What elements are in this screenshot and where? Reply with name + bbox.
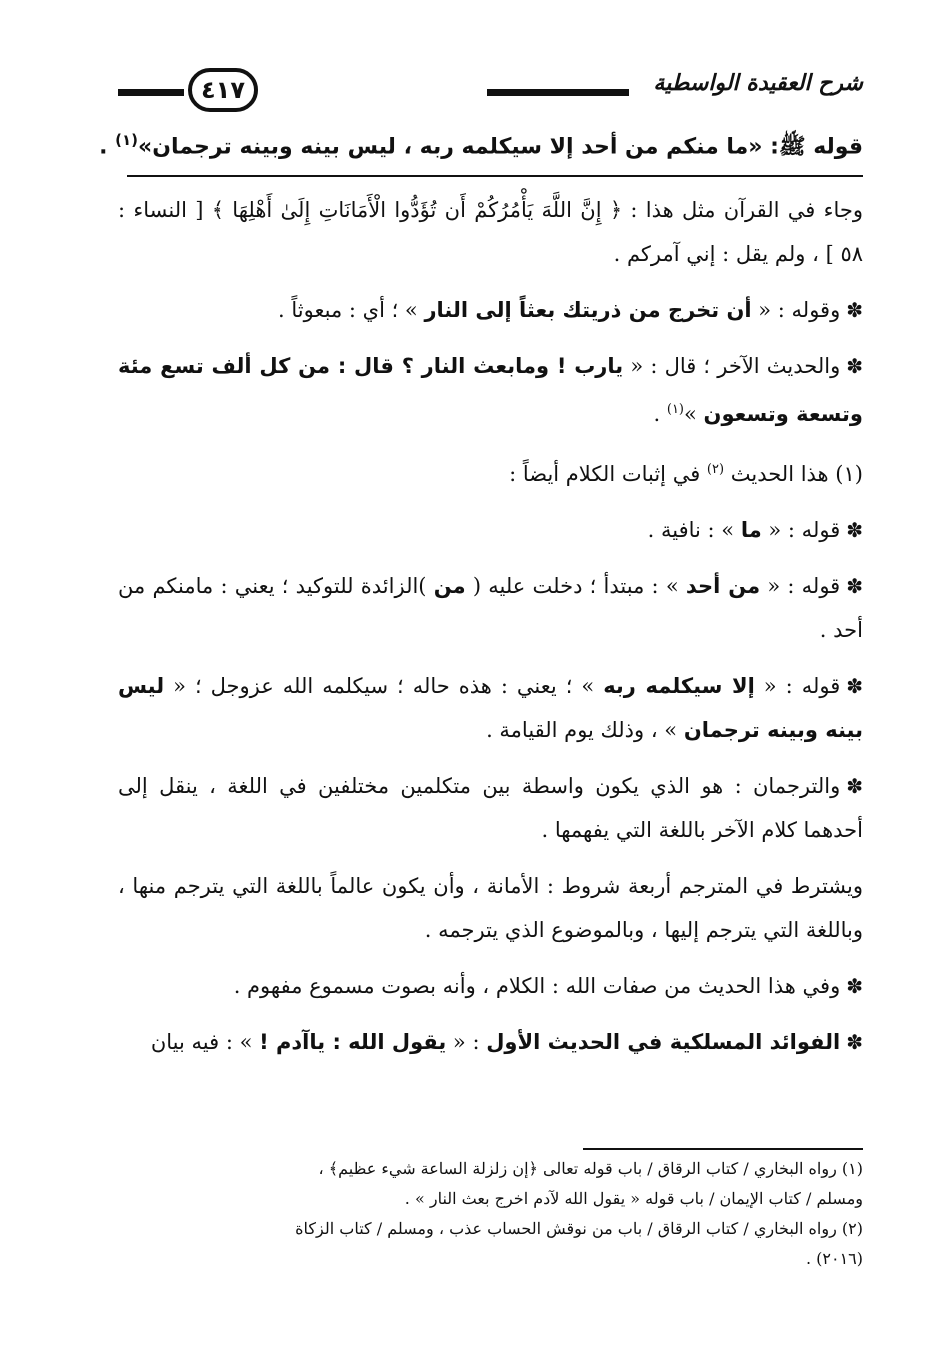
paragraph-bath: ✽وقوله : « أن تخرج من ذريتك بعثاً إلى النار » ؛ أي : مبعوثاً .	[278, 298, 863, 322]
footnote-1-cont: ومسلم / كتاب الإيمان / باب قوله « يقول الله لآدم اخرج بعث النار » .	[404, 1189, 863, 1208]
paragraph-conditions: ويشترط في المترجم أربعة شروط : الأمانة ، وأن يكون عالماً باللغة التي يترجم منها ، وباللغة التي يترجم إليها ، وبالموضوع الذي يترجمه .	[118, 874, 863, 942]
matn-heading: قوله ﷺ: «ما منكم من أحد إلا سيكلمه ربه ، ليس بينه وبينه ترجمان»$^{(١)}$ .	[99, 131, 863, 160]
footnote-ref: (١)	[115, 131, 139, 149]
paragraph-quran: وجاء في القرآن مثل هذا : ﴿ إِنَّ اللَّهَ يَأْمُرُكُمْ أَن تُؤَدُّوا الْأَمَانَاتِ إِلَىٰ أَهْلِهَا ﴾ [ النساء : ٥٨ ] ، ولم يقل : إني آمركم .	[118, 198, 863, 266]
asterisk-icon: ✽	[846, 974, 863, 998]
matn-text: قوله ﷺ: «ما منكم من أحد إلا سيكلمه ربه ، ليس بينه وبينه ترجمان»	[138, 134, 863, 160]
page-number: ٤١٧	[188, 68, 258, 112]
header-rule	[118, 89, 184, 96]
paragraph-ma: ✽قوله : « ما » : نافية .	[647, 518, 863, 542]
footnote-1: (١) رواه البخاري / كتاب الرقاق / باب قوله تعالى ﴿إن زلزلة الساعة شيء عظيم﴾ ،	[318, 1159, 863, 1178]
footnotes	[118, 1154, 863, 1274]
book-title: شرح العقيدة الواسطية	[653, 71, 863, 96]
asterisk-icon: ✽	[846, 774, 863, 798]
paragraph-this-hadith: (١) هذا الحديث $^{(٢)}$ في إثبات الكلام أيضاً :	[509, 462, 863, 486]
footnote-2: (٢) رواه البخاري / كتاب الرقاق / باب من نوقش الحساب عذب ، ومسلم / كتاب الزكاة	[295, 1219, 863, 1238]
paragraph-attributes: ✽وفي هذا الحديث من صفات الله : الكلام ، وأنه بصوت مسموع مفهوم .	[233, 974, 863, 998]
paragraph-translator: ✽والترجمان : هو الذي يكون واسطة بين متكلمين مختلفين في اللغة ، ينقل إلى أحدهما كلام الآخر باللغة التي يفهمها .	[118, 774, 863, 842]
paragraph-illa: ✽قوله : « إلا سيكلمه ربه » ؛ يعني : هذه حاله ؛ سيكلمه الله عزوجل ؛ « ليس بينه وبينه ترجمان » ، وذلك يوم القيامة .	[118, 674, 864, 742]
page-header	[118, 66, 863, 118]
asterisk-icon: ✽	[846, 1030, 863, 1054]
asterisk-icon: ✽	[846, 674, 864, 698]
asterisk-icon: ✽	[846, 574, 863, 598]
asterisk-icon: ✽	[846, 354, 863, 378]
header-rule	[487, 89, 629, 96]
footnote-2-cont: (٢٠١٦) .	[805, 1249, 863, 1268]
footnote-ref: (١)	[666, 402, 684, 417]
footnote-separator	[583, 1148, 863, 1150]
paragraph-benefits: ✽الفوائد المسلكية في الحديث الأول : « يقول الله : ياآدم ! » : فيه بيان	[150, 1030, 863, 1054]
commentary-body	[118, 188, 863, 1070]
matn-separator	[127, 175, 863, 177]
paragraph-min-ahad: ✽قوله : « من أحد » : مبتدأ ؛ دخلت عليه ( من )الزائدة للتوكيد ؛ يعني : مامنكم من أحد .	[118, 574, 863, 642]
asterisk-icon: ✽	[846, 298, 863, 322]
paragraph-other-hadith: ✽والحديث الآخر ؛ قال : « يارب ! ومابعث النار ؟ قال : من كل ألف تسع مئة وتسعة وتسعون »$^{(١)}$ .	[118, 354, 863, 426]
asterisk-icon: ✽	[846, 518, 863, 542]
footnote-ref: (٢)	[706, 462, 725, 477]
